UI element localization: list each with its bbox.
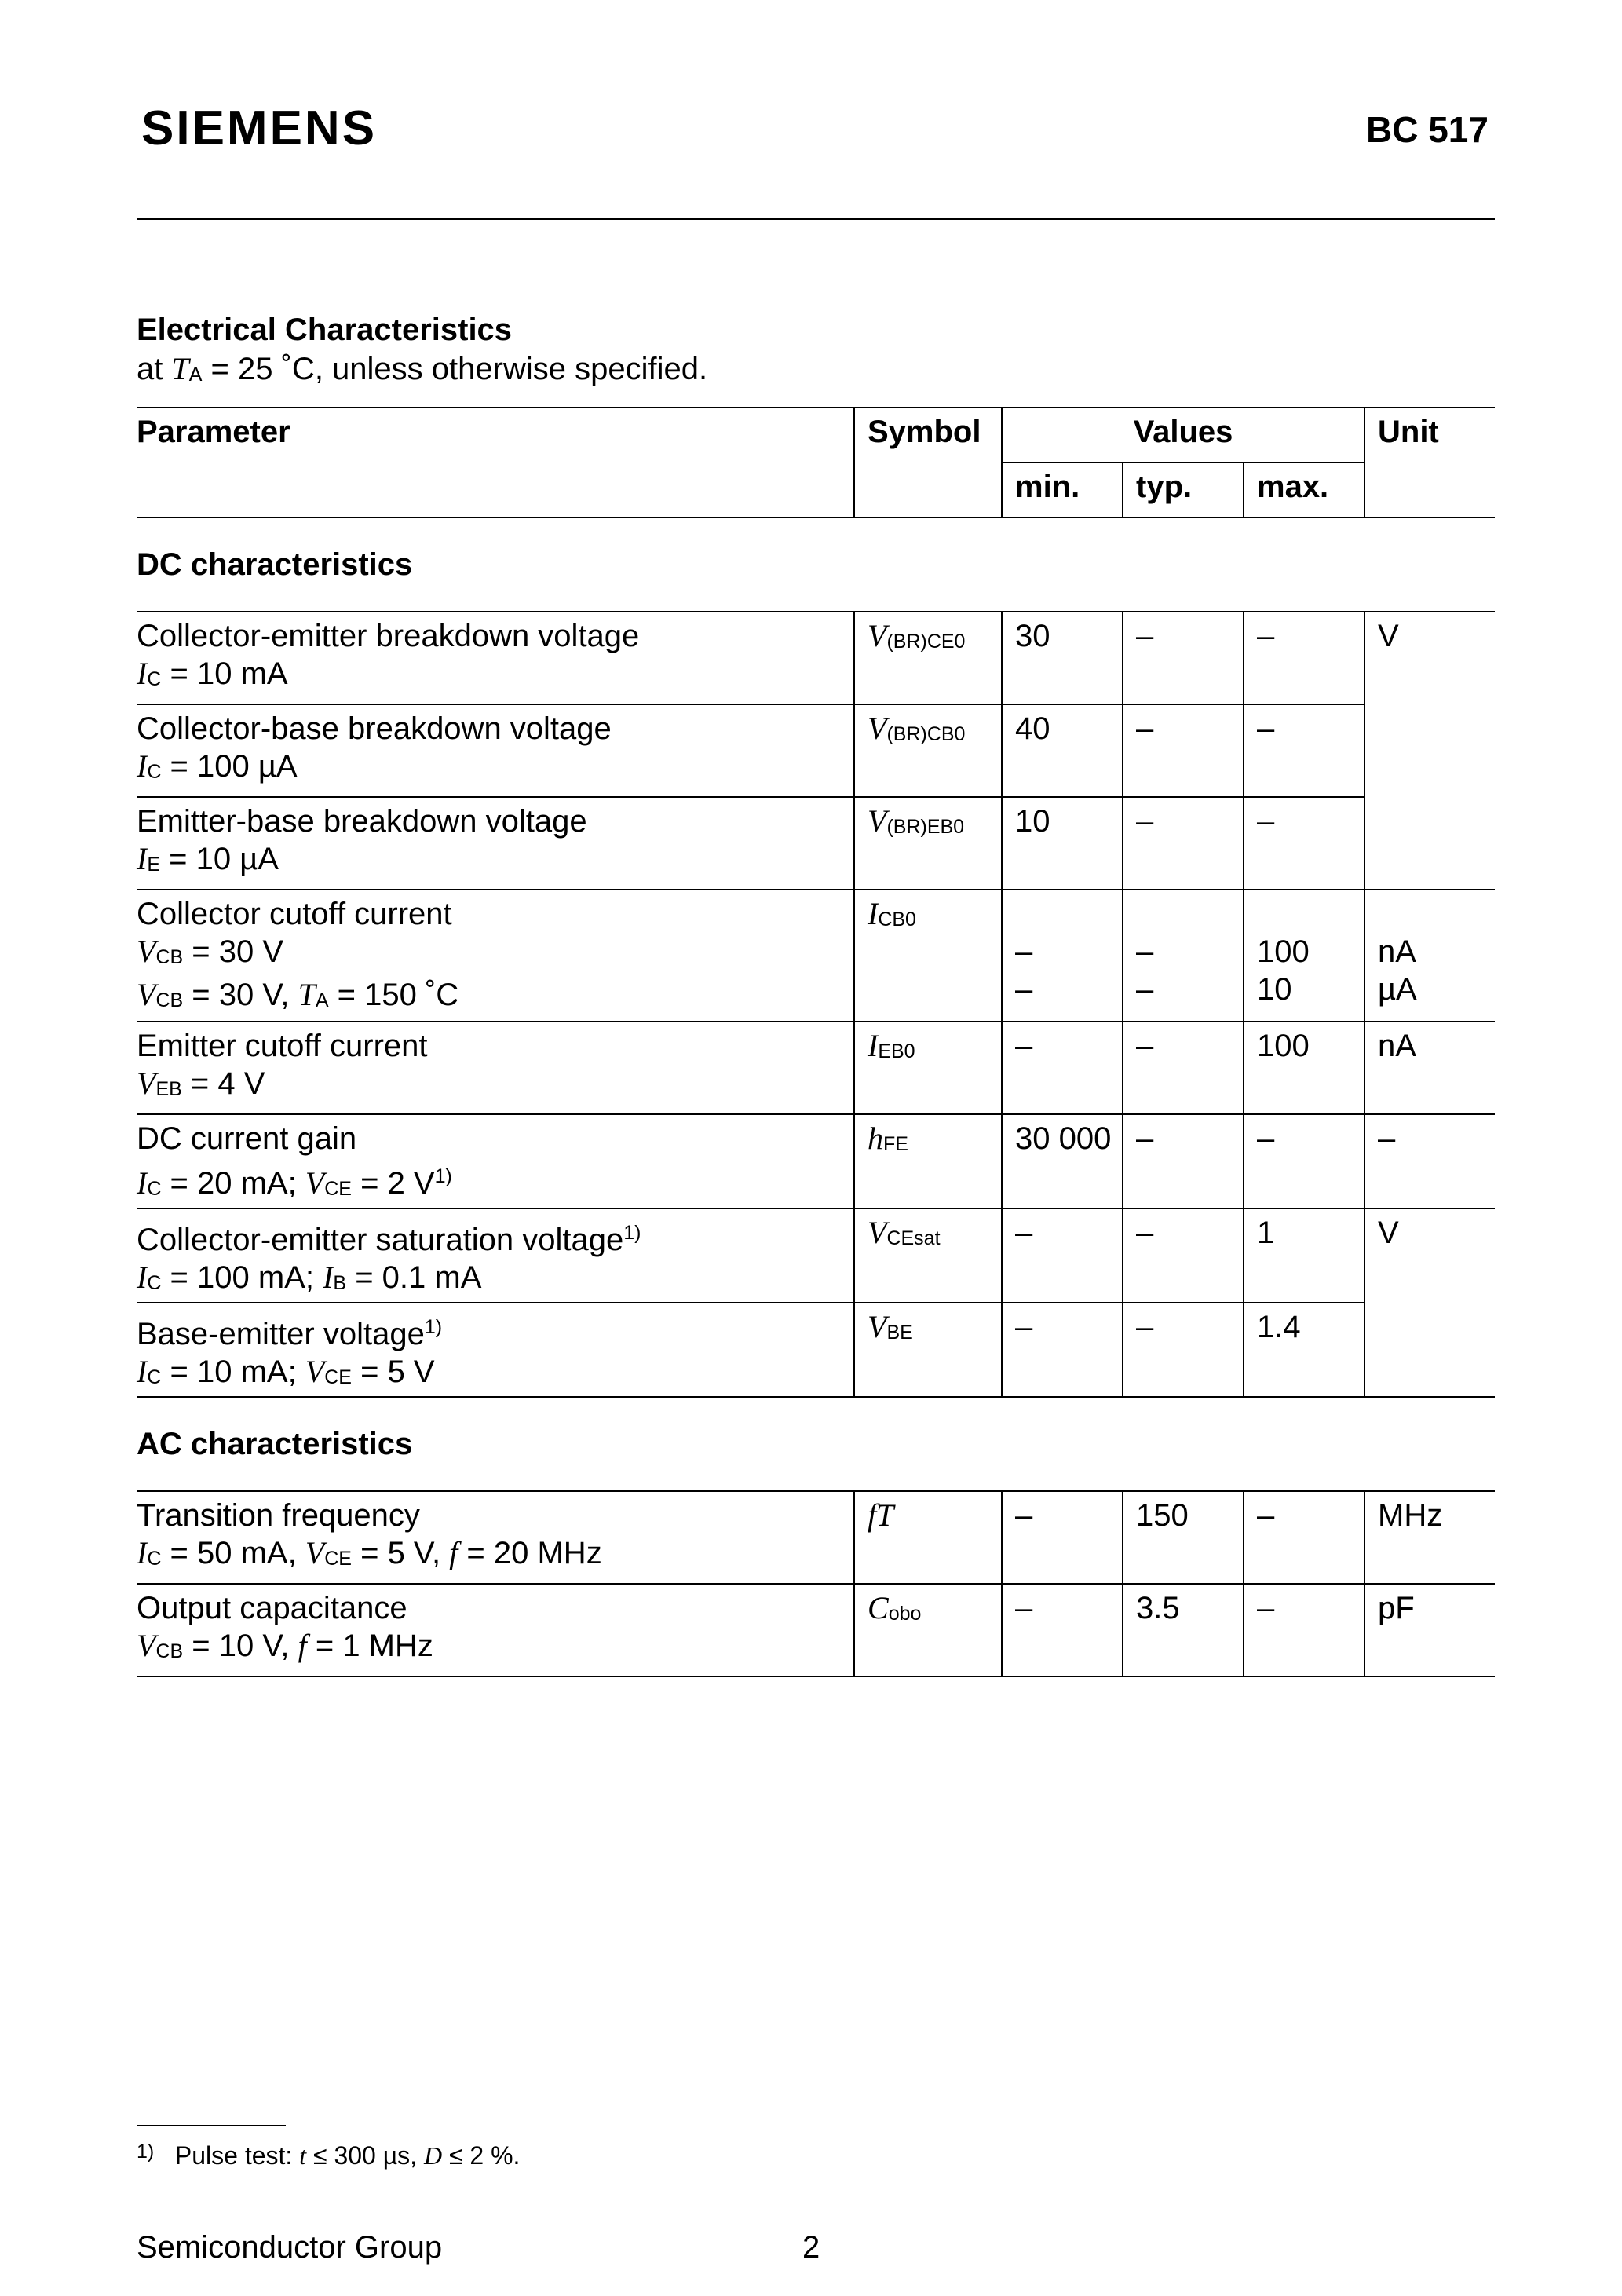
unit-cell: nA [1364,1022,1495,1114]
unit-cell: pF [1364,1584,1495,1676]
typ-cell: 150 [1123,1491,1244,1584]
typ-cell: – [1123,1303,1244,1397]
parameter-cell: Emitter-base breakdown voltage $I_E = 10$ µA [137,804,587,876]
max-cell: – [1244,797,1364,890]
typ-cell: – [1123,704,1244,797]
footer-group: Semiconductor Group [137,2230,443,2265]
symbol-cell: fT [854,1491,1002,1584]
symbol-cell: $I_{CB0}$ [854,890,1002,1022]
max-cell: – [1244,1114,1364,1208]
max-cell: – [1244,704,1364,797]
footnote-ref: 1) [424,1316,443,1338]
min-cell: 30 000 [1002,1114,1123,1208]
table-row [137,1022,1495,1114]
section-subtitle: at $T_A = 25$ ˚C, unless otherwise specified. [137,351,708,386]
header-parameter: Parameter [137,415,290,449]
symbol-cell: $h_{FE}$ [854,1114,1002,1208]
table-row [137,1584,1495,1676]
symbol-cell: $I_{EB0}$ [854,1022,1002,1114]
header-unit: Unit [1364,408,1495,517]
table-header-row [137,408,1495,462]
parameter-cell: Collector-emitter breakdown voltage $I_C = 10$ mA [137,619,640,691]
parameter-cell: Transition frequency $I_C = 50$ mA, $V_{CE} = 5$ V, f = 20 MHz [137,1498,602,1570]
max-cell: 100 10 [1244,890,1364,1022]
header-symbol: Symbol [854,408,1002,517]
typ-cell: – [1123,1022,1244,1114]
brand-logo: SIEMENS [141,101,378,155]
footnote-divider [137,2125,286,2126]
header-divider [137,218,1495,220]
section-title: Electrical Characteristics [137,313,513,347]
table-row [137,1114,1495,1208]
table-row [137,890,1495,1022]
page-number: 2 [802,2230,820,2265]
max-cell: 100 [1244,1022,1364,1114]
max-cell: – [1244,612,1364,704]
min-cell: 30 [1002,612,1123,704]
header-min: min. [1002,462,1123,517]
footnote-ref: 1) [434,1165,452,1187]
min-cell: – [1002,1208,1123,1303]
dc-section-row [137,517,1495,612]
typ-cell: – [1123,1208,1244,1303]
symbol-cell: $V_{(BR)CB0}$ [854,704,1002,797]
max-cell: 1 [1244,1208,1364,1303]
min-cell: 10 [1002,797,1123,890]
unit-cell: MHz [1364,1491,1495,1584]
symbol-cell: $V_{(BR)CE0}$ [854,612,1002,704]
typ-cell: – [1123,1114,1244,1208]
max-cell: – [1244,1491,1364,1584]
parameter-cell: DC current gain $I_C = 20$ mA; $V_{CE} = 2$ $V^{1)}$ [137,1121,452,1201]
header-values: Values [1002,408,1364,462]
parameter-cell: Collector cutoff current $V_{CB} = 30$ V $V_{CB} = 30$ V, $T_A = 150$ ˚C [137,897,459,1012]
table-row [137,797,1495,890]
parameter-cell: Output capacitance $V_{CB} = 10$ V, f = 1 MHz [137,1591,433,1663]
min-cell: – [1002,1491,1123,1584]
table-row [137,1491,1495,1584]
footnote-ref: 1) [623,1222,641,1244]
min-cell: – – [1002,890,1123,1022]
min-cell: – [1002,1584,1123,1676]
ac-section-row [137,1397,1495,1491]
table-row [137,612,1495,704]
unit-cell: V [1364,1208,1495,1397]
unit-cell: – [1364,1114,1495,1208]
unit-cell: nA µA [1364,890,1495,1022]
electrical-characteristics-table [137,407,1495,1677]
symbol-cell: $V_{CEsat}$ [854,1208,1002,1303]
unit-cell: V [1364,612,1495,890]
symbol-cell: $V_{(BR)EB0}$ [854,797,1002,890]
table-row [137,704,1495,797]
table-row [137,1208,1495,1303]
typ-cell: – [1123,612,1244,704]
max-cell: 1.4 [1244,1303,1364,1397]
symbol-cell: $C_{obo}$ [854,1584,1002,1676]
parameter-cell: Collector-base breakdown voltage $I_C = 100$ µA [137,711,612,784]
ac-section-title: AC characteristics [137,1427,413,1461]
min-cell: – [1002,1022,1123,1114]
symbol-cell: $V_{BE}$ [854,1303,1002,1397]
header-typ: typ. [1123,462,1244,517]
footnote: $^{1)}$ Pulse test: t ≤ 300 µs, D ≤ 2 %. [137,2141,521,2170]
part-number: BC 517 [1366,109,1489,150]
parameter-cell: Emitter cutoff current $V_{EB} = 4$ V [137,1029,428,1101]
typ-cell: 3.5 [1123,1584,1244,1676]
min-cell: – [1002,1303,1123,1397]
typ-cell: – – [1123,890,1244,1022]
header-max: max. [1244,462,1364,517]
table-row [137,1303,1495,1397]
typ-cell: – [1123,797,1244,890]
parameter-cell: Base-emitter voltage$^{1)}$ $I_C = 10$ mA; $V_{CE} = 5$ V [137,1316,443,1389]
max-cell: – [1244,1584,1364,1676]
min-cell: 40 [1002,704,1123,797]
dc-section-title: DC characteristics [137,547,413,582]
parameter-cell: Collector-emitter saturation voltage$^{1)}$ $I_C = 100$ mA; $I_B = 0.1$ mA [137,1222,641,1295]
